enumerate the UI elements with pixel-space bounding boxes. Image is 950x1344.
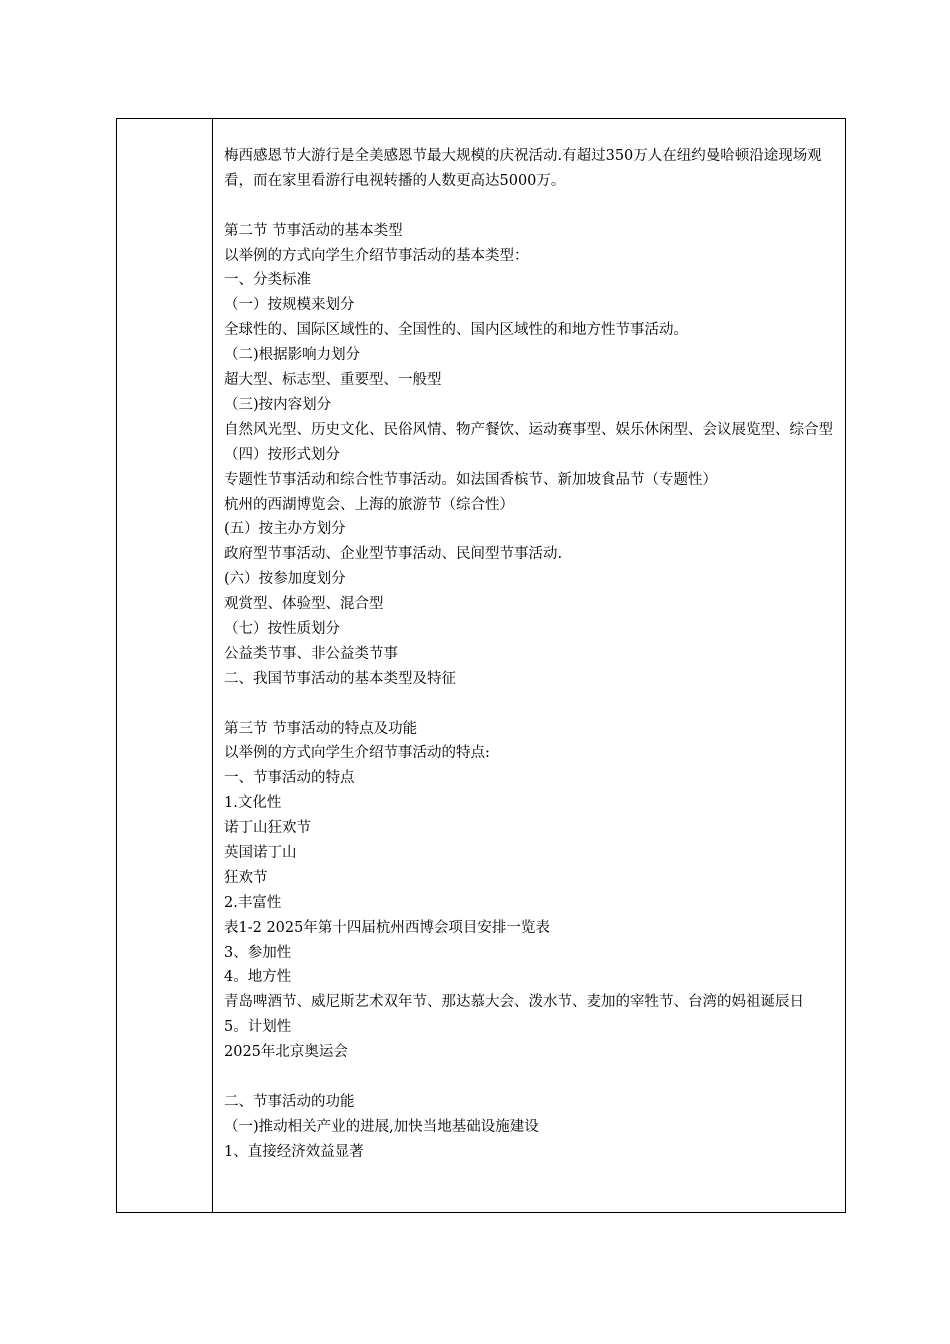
text-line: 狂欢节 [224,869,268,886]
text-line: 全球性的、国际区域性的、全国性的、国内区域性的和地方性节事活动。 [224,322,688,339]
text-line: 青岛啤酒节、威尼斯艺术双年节、那达慕大会、泼水节、麦加的宰牲节、台湾的妈祖诞辰日 [224,994,804,1011]
text-line: （七）按性质划分 [224,620,340,637]
text-line: 诺丁山狂欢节 [224,820,311,837]
text-line: 二、节事活动的功能 [224,1093,355,1110]
text-line: 二、我国节事活动的基本类型及特征 [224,670,456,687]
text-line: 超大型、标志型、重要型、一般型 [224,372,442,389]
text-line: 表1-2 2025年第十四届杭州西博会项目安排一览表 [224,919,550,936]
text-line: 以举例的方式向学生介绍节事活动的特点: [224,745,490,762]
text-line: 第二节 节事活动的基本类型 [224,222,403,239]
text-line: 专题性节事活动和综合性节事活动。如法国香槟节、新加坡食品节（专题性） [224,471,717,488]
text-line: （四）按形式划分 [224,446,340,463]
text-line: (六）按参加度划分 [224,571,346,588]
text-line: （三)按内容划分 [224,396,332,413]
text-line: 自然风光型、历史文化、民俗风情、物产餐饮、运动赛事型、娱乐休闲型、会议展览型、综合型 [224,421,833,438]
text-line: 政府型节事活动、企业型节事活动、民间型节事活动. [224,546,563,563]
text-line: 以举例的方式向学生介绍节事活动的基本类型： [224,247,529,264]
text-line: （一)推动相关产业的进展,加快当地基础设施建设 [224,1118,539,1135]
text-line: 公益类节事、非公益类节事 [224,645,398,662]
blank-line [224,692,836,717]
text-line: 2.丰富性 [224,894,282,911]
text-line: 梅西感恩节大游行是全美感恩节最大规模的庆祝活动.有超过350万人在纽约曼哈顿沿途现场观看，而在家里看游行电视转播的人数更高达5000万。 [224,148,822,189]
text-line: 一、分类标准 [224,272,311,289]
blank-line [224,194,836,219]
text-line: 5。计划性 [224,1019,292,1036]
text-line: 第三节 节事活动的特点及功能 [224,720,418,737]
blank-line [224,1065,836,1090]
table-right-cell [213,119,845,1212]
text-line: 英国诺丁山 [224,844,297,861]
document-table [116,118,846,1213]
text-line: 4。地方性 [224,969,292,986]
text-line: 杭州的西湖博览会、上海的旅游节（综合性） [224,496,514,513]
table-left-cell [117,119,213,1212]
text-line: 一、节事活动的特点 [224,770,355,787]
text-line: 1.文化性 [224,795,282,812]
text-line: （二)根据影响力划分 [224,347,361,364]
text-line: 3、参加性 [224,944,292,961]
text-line: 1、直接经济效益显著 [224,1143,364,1160]
text-line: 2025年北京奥运会 [224,1044,348,1061]
text-line: （一）按规模来划分 [224,297,355,314]
text-line: (五）按主办方划分 [224,521,346,538]
lesson-content [224,144,836,1165]
text-line: 观赏型、体验型、混合型 [224,596,384,613]
